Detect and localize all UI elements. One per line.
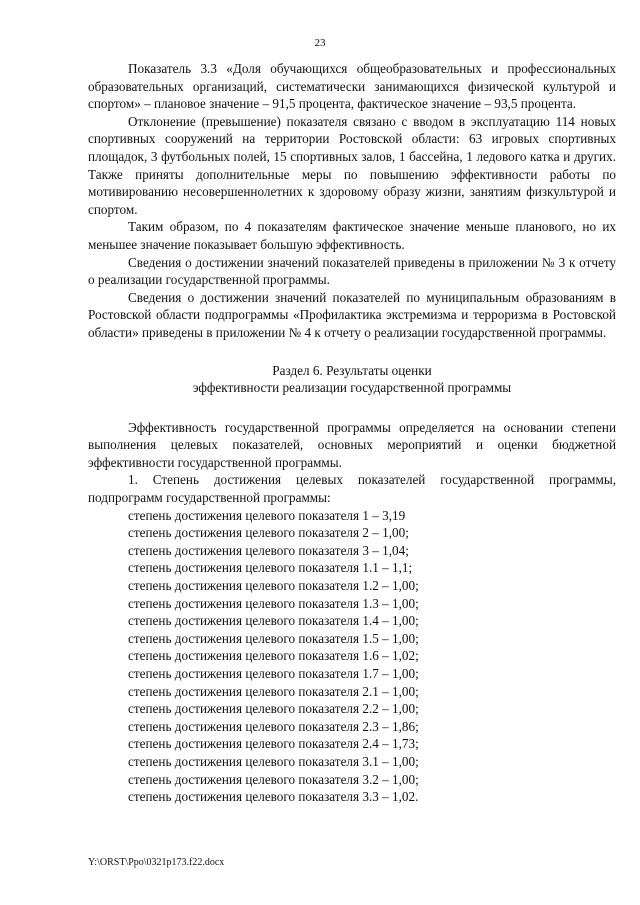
list-item: степень достижения целевого показателя 1.3 – 1,00; — [128, 595, 419, 611]
list-item: степень достижения целевого показателя 1 – 3,19 — [128, 507, 406, 523]
file-path-footer: Y:\ORST\Ppo\0321p173.f22.docx — [88, 857, 225, 868]
paragraph-conclusion: Таким образом, по 4 показателям фактическое значение меньше планового, но их меньшее значение показывает большую эффективность. — [88, 219, 616, 252]
spacer — [88, 397, 616, 419]
list-item: степень достижения целевого показателя 3.2 – 1,00; — [128, 771, 419, 787]
list-item: степень достижения целевого показателя 2.1 – 1,00; — [128, 683, 419, 699]
page-content — [88, 60, 616, 806]
indicator-list — [88, 507, 616, 806]
list-item: степень достижения целевого показателя 2.2 – 1,00; — [128, 701, 419, 717]
list-item: степень достижения целевого показателя 1.4 – 1,00; — [128, 613, 419, 629]
list-item: степень достижения целевого показателя 1.2 – 1,00; — [128, 578, 419, 594]
section-heading — [88, 362, 616, 397]
paragraph-appendix-4: Сведения о достижении значений показателей по муниципальным образованиям в Ростовской области подпрограммы «Профилактика экстремизма и терроризма в Ростовской области» приведены в приложении № 4 к отчету о реализации государственной программы. — [88, 289, 616, 340]
list-item: степень достижения целевого показателя 1.1 – 1,1; — [128, 560, 413, 576]
list-item: степень достижения целевого показателя 2 – 1,00; — [128, 525, 409, 541]
section-title-line-1: Раздел 6. Результаты оценки — [272, 362, 432, 378]
paragraph-target-indicators: 1. Степень достижения целевых показателей государственной программы, подпрограмм государственной программы: — [88, 472, 616, 506]
list-item: степень достижения целевого показателя 1.5 – 1,00; — [128, 630, 419, 646]
paragraph-deviation-explanation: Отклонение (превышение) показателя связано с вводом в эксплуатацию 114 новых спортивных сооружений на территории Ростовской области: 63 игровых спортивных площадок, 3 футбольных полей, 15 спортивных залов, 1 бассейна, 1 ледового катка и других. Также приняты дополнительные меры по повышению эффективности работы по мотивированию несовершеннолетних к здоровому образу жизни, занятиям физкультурой и спортом. — [88, 113, 616, 217]
paragraph-indicator-3-3: Показатель 3.3 «Доля обучающихся общеобразовательных и профессиональных образовательных организаций, систематически занимающихся физической культурой и спортом» – плановое значение – 91,5 процента, фактическое значение – 93,5 процента. — [88, 61, 616, 112]
list-item: степень достижения целевого показателя 3 – 1,04; — [128, 542, 409, 558]
list-item: степень достижения целевого показателя 2.4 – 1,73; — [128, 736, 419, 752]
list-item: степень достижения целевого показателя 1.6 – 1,02; — [128, 648, 419, 664]
list-item: степень достижения целевого показателя 3.1 – 1,00; — [128, 753, 419, 769]
paragraph-efficiency-intro: Эффективность государственной программы определяется на основании степени выполнения целевых показателей, основных мероприятий и оценки бюджетной эффективности государственной программы. — [88, 419, 616, 470]
section-title-line-2: эффективности реализации государственной программы — [192, 380, 512, 396]
page-number: 23 — [314, 37, 326, 49]
paragraph-appendix-3: Сведения о достижении значений показателей приведены в приложении № 3 к отчету о реализации государственной программы. — [88, 254, 616, 288]
list-item: степень достижения целевого показателя 1.7 – 1,00; — [128, 666, 419, 681]
list-item: степень достижения целевого показателя 2.3 – 1,86; — [128, 718, 419, 734]
list-item: степень достижения целевого показателя 3.3 – 1,02. — [128, 789, 419, 805]
